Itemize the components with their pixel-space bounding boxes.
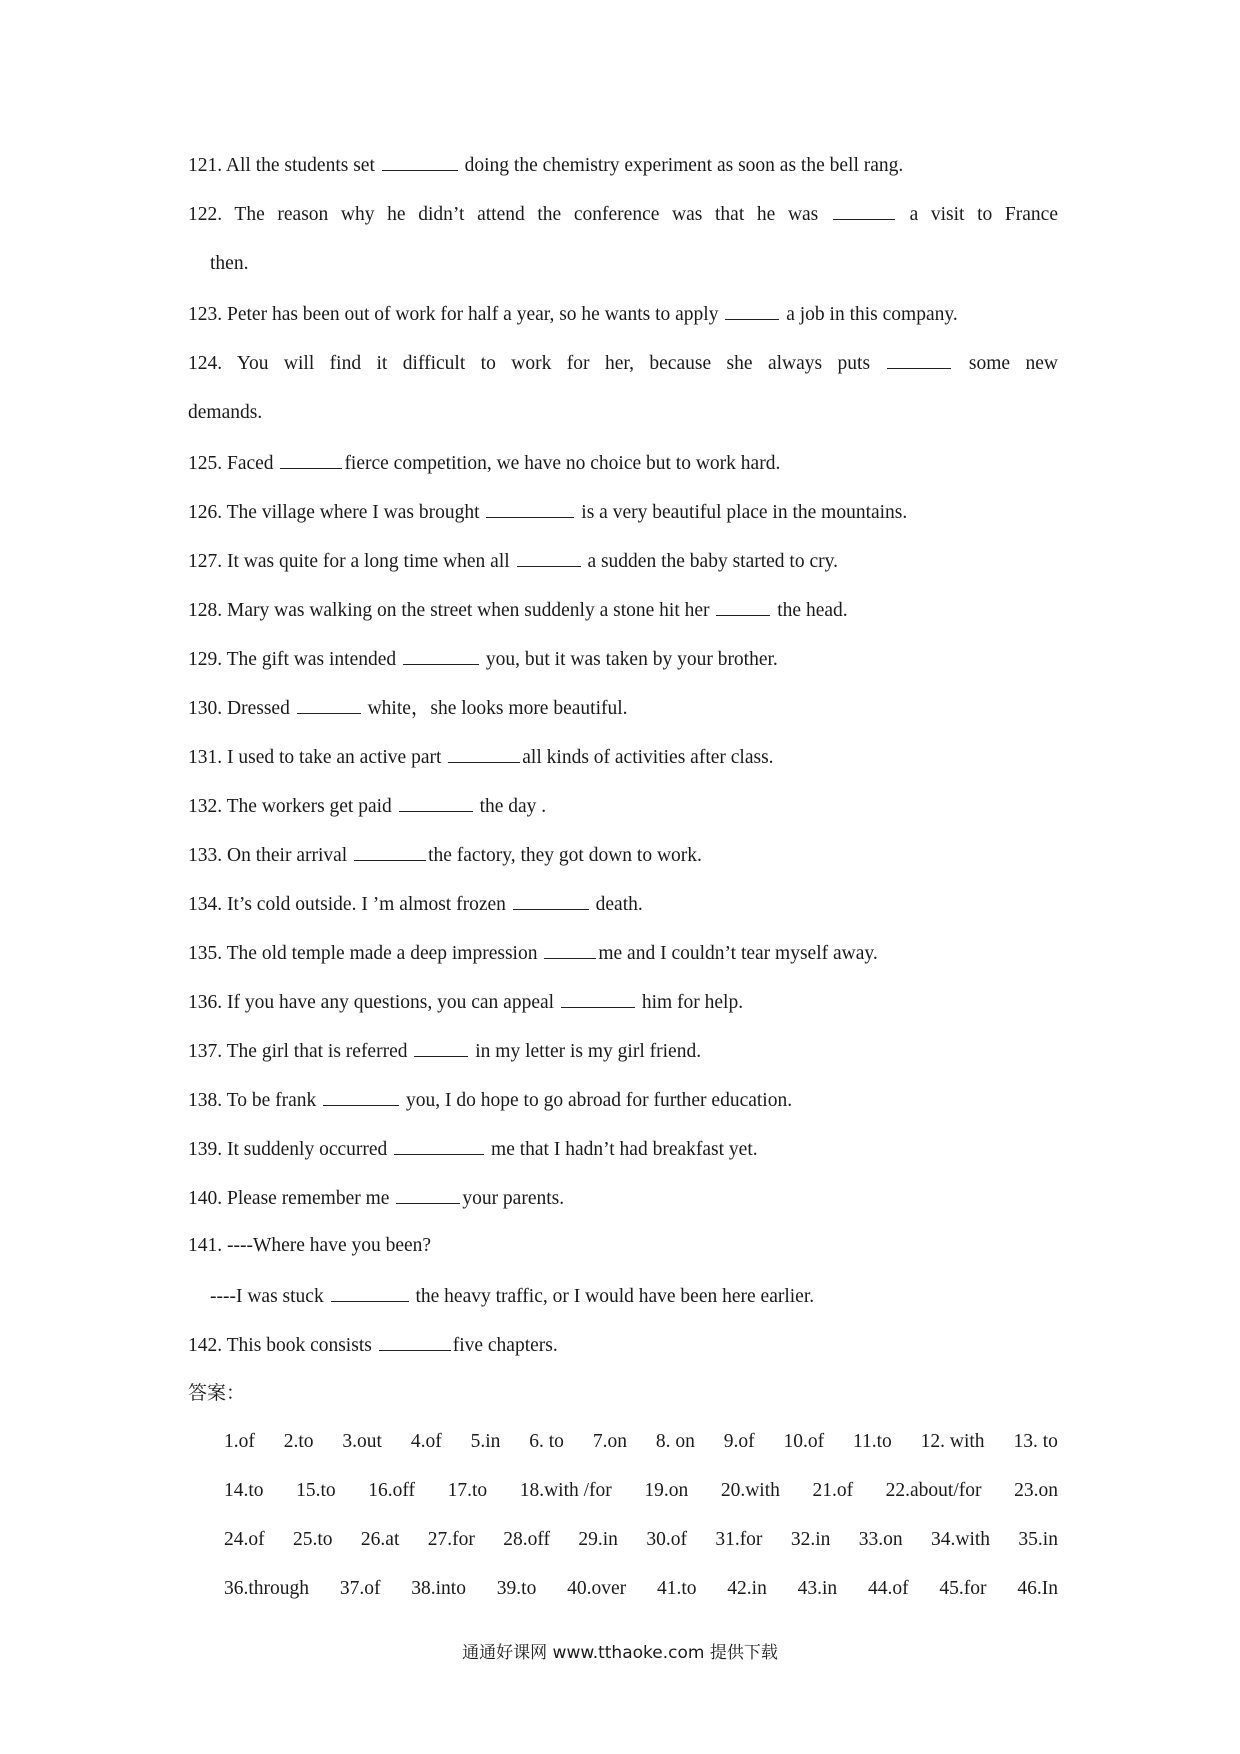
answer-blank <box>323 1087 399 1106</box>
answer-item: 10.of <box>783 1431 825 1452</box>
answer-item: 21.of <box>812 1480 854 1501</box>
answer-item: 22.about/for <box>885 1480 982 1501</box>
question-q132 <box>188 793 1058 842</box>
answer-blank <box>725 301 779 320</box>
question-q125 <box>188 450 1058 499</box>
question-text: 142. This book consists <box>188 1335 377 1356</box>
question-text: death. <box>590 894 643 915</box>
answer-item: 25.to <box>293 1529 333 1550</box>
answer-item: 38.into <box>411 1578 466 1599</box>
answer-blank <box>513 891 589 910</box>
question-text: 128. Mary was walking on the street when suddenly a stone hit her <box>188 600 715 621</box>
answer-blank <box>561 989 635 1008</box>
question-q139 <box>188 1136 1058 1185</box>
answer-item: 2.to <box>283 1431 314 1452</box>
answer-item: 37.of <box>339 1578 381 1599</box>
answer-row <box>224 1528 1058 1577</box>
answer-blank <box>716 597 770 616</box>
question-text: white，she looks more beautiful. <box>362 698 628 719</box>
question-q129 <box>188 646 1058 695</box>
answer-blank <box>354 842 426 861</box>
answer-item: 35.in <box>1018 1529 1058 1550</box>
answer-blank <box>399 793 473 812</box>
question-q124 <box>188 350 1058 376</box>
question-text: your parents. <box>462 1188 565 1209</box>
question-text: 140. Please remember me <box>188 1188 395 1209</box>
answer-blank <box>382 152 458 171</box>
question-text: the head. <box>772 600 848 621</box>
question-text: five chapters. <box>452 1335 558 1356</box>
answer-item: 3.out <box>342 1431 382 1452</box>
question-text: 139. It suddenly occurred <box>188 1139 393 1160</box>
answer-blank <box>403 646 479 665</box>
answer-item: 14.to <box>224 1480 264 1501</box>
answer-item: 46.In <box>1017 1578 1058 1599</box>
answer-blank <box>280 450 342 469</box>
question-q138 <box>188 1087 1058 1136</box>
answer-item: 23.on <box>1014 1480 1058 1501</box>
question-text: me and I couldn’t tear myself away. <box>598 943 878 964</box>
question-text: fierce competition, we have no choice but to work hard. <box>344 453 781 474</box>
question-q128 <box>188 597 1058 646</box>
answer-item: 5.in <box>470 1431 501 1452</box>
question-text: me that I hadn’t had breakfast yet. <box>486 1139 758 1160</box>
answer-item: 13. to <box>1013 1431 1058 1452</box>
answer-row <box>224 1577 1058 1626</box>
answer-item: 31.for <box>715 1529 763 1550</box>
question-text: a job in this company. <box>781 304 958 325</box>
question-text: some new <box>953 353 1059 374</box>
question-text: 141. ----Where have you been? <box>188 1235 432 1256</box>
answer-item: 39.to <box>496 1578 537 1599</box>
answer-blank <box>517 548 581 567</box>
answer-blank <box>414 1038 468 1057</box>
question-q127 <box>188 548 1058 597</box>
answers-heading: 答案： <box>188 1382 246 1404</box>
answer-blank <box>379 1332 451 1351</box>
question-text: 121. All the students set <box>188 155 380 176</box>
answer-blank <box>331 1283 409 1302</box>
question-text: 124. You will find it difficult to work for her, because she always puts <box>188 353 886 374</box>
answer-item: 17.to <box>447 1480 488 1501</box>
answer-blank <box>394 1136 484 1155</box>
question-text: 137. The girl that is referred <box>188 1041 413 1062</box>
answer-item: 9.of <box>723 1431 755 1452</box>
question-text: 131. I used to take an active part <box>188 747 447 768</box>
answer-item: 42.in <box>727 1578 767 1599</box>
answer-item: 28.off <box>503 1529 551 1550</box>
question-text: 126. The village where I was brought <box>188 502 485 523</box>
answer-item: 30.of <box>646 1529 687 1550</box>
question-text: 132. The workers get paid <box>188 796 397 817</box>
answer-key <box>188 1430 1058 1626</box>
answer-row <box>224 1479 1058 1528</box>
question-q121 <box>188 152 1058 201</box>
question-text: ----I was stuck <box>210 1286 329 1307</box>
question-q133 <box>188 842 1058 891</box>
question-text: 133. On their arrival <box>188 845 353 866</box>
question-continuation: demands. <box>188 402 263 423</box>
answer-item: 41.to <box>656 1578 697 1599</box>
answer-item: 27.for <box>427 1529 475 1550</box>
question-text: 125. Faced <box>188 453 279 474</box>
question-q123 <box>188 301 1058 350</box>
question-text: 123. Peter has been out of work for half a year, so he wants to apply <box>188 304 724 325</box>
question-q131 <box>188 744 1058 793</box>
question-q142 <box>188 1332 1058 1381</box>
answer-blank <box>544 940 596 959</box>
question-list <box>188 152 1058 1626</box>
question-text: 127. It was quite for a long time when all <box>188 551 515 572</box>
answer-blank <box>486 499 574 518</box>
answer-item: 44.of <box>867 1578 909 1599</box>
answer-item: 36.through <box>224 1578 310 1599</box>
question-text: in my letter is my girl friend. <box>470 1041 702 1062</box>
answer-blank <box>297 695 361 714</box>
answer-item: 29.in <box>578 1529 618 1550</box>
answer-item: 16.off <box>368 1480 416 1501</box>
question-text: is a very beautiful place in the mountains. <box>576 502 908 523</box>
question-q126 <box>188 499 1058 548</box>
question-text: a sudden the baby started to cry. <box>582 551 838 572</box>
answer-item: 6. to <box>529 1431 564 1452</box>
question-q134 <box>188 891 1058 940</box>
answer-item: 4.of <box>410 1431 442 1452</box>
answer-blank <box>396 1185 460 1204</box>
answer-item: 40.over <box>567 1578 627 1599</box>
answer-item: 8. on <box>655 1431 695 1452</box>
question-text: the heavy traffic, or I would have been here earlier. <box>410 1286 815 1307</box>
answer-row <box>224 1430 1058 1479</box>
answer-item: 7.on <box>592 1431 627 1452</box>
answer-blank <box>887 350 951 369</box>
question-text: him for help. <box>636 992 744 1013</box>
answer-item: 32.in <box>790 1529 831 1550</box>
answer-item: 20.with <box>720 1480 780 1501</box>
answer-blank <box>833 201 895 220</box>
answer-item: 15.to <box>296 1480 336 1501</box>
question-text: 122. The reason why he didn’t attend the conference was that he was <box>188 204 831 225</box>
question-text: 135. The old temple made a deep impression <box>188 943 543 964</box>
answer-item: 12. with <box>920 1431 985 1452</box>
question-q122 <box>188 201 1058 227</box>
question-q140 <box>188 1185 1058 1234</box>
question-q141b <box>188 1283 1058 1332</box>
answer-item: 34.with <box>930 1529 991 1550</box>
question-text: 136. If you have any questions, you can appeal <box>188 992 559 1013</box>
answer-item: 24.of <box>224 1529 265 1550</box>
question-q141 <box>188 1234 1058 1283</box>
question-q130 <box>188 695 1058 744</box>
question-text: 134. It’s cold outside. I ’m almost frozen <box>188 894 511 915</box>
answer-item: 45.for <box>939 1578 987 1599</box>
question-text: the factory, they got down to work. <box>428 845 702 866</box>
question-text: all kinds of activities after class. <box>522 747 774 768</box>
question-q136 <box>188 989 1058 1038</box>
question-text: doing the chemistry experiment as soon as the bell rang. <box>459 155 904 176</box>
answer-item: 11.to <box>852 1431 892 1452</box>
question-text: you, but it was taken by your brother. <box>481 649 778 670</box>
answer-item: 18.with /for <box>519 1480 612 1501</box>
answer-item: 19.on <box>644 1480 689 1501</box>
question-text: you, I do hope to go abroad for further education. <box>401 1090 793 1111</box>
question-text: a visit to France <box>896 204 1058 225</box>
question-continuation: then. <box>210 253 249 274</box>
answer-item: 1.of <box>224 1431 255 1452</box>
question-text: 129. The gift was intended <box>188 649 402 670</box>
answer-item: 33.on <box>858 1529 903 1550</box>
question-q135 <box>188 940 1058 989</box>
answer-item: 26.at <box>360 1529 400 1550</box>
question-text: 130. Dressed <box>188 698 295 719</box>
question-text: 138. To be frank <box>188 1090 322 1111</box>
answer-blank <box>448 744 520 763</box>
answer-item: 43.in <box>797 1578 838 1599</box>
question-text: the day . <box>474 796 547 817</box>
question-q137 <box>188 1038 1058 1087</box>
page-footer: 通通好课网 www.tthaoke.com 提供下载 <box>462 1643 778 1663</box>
